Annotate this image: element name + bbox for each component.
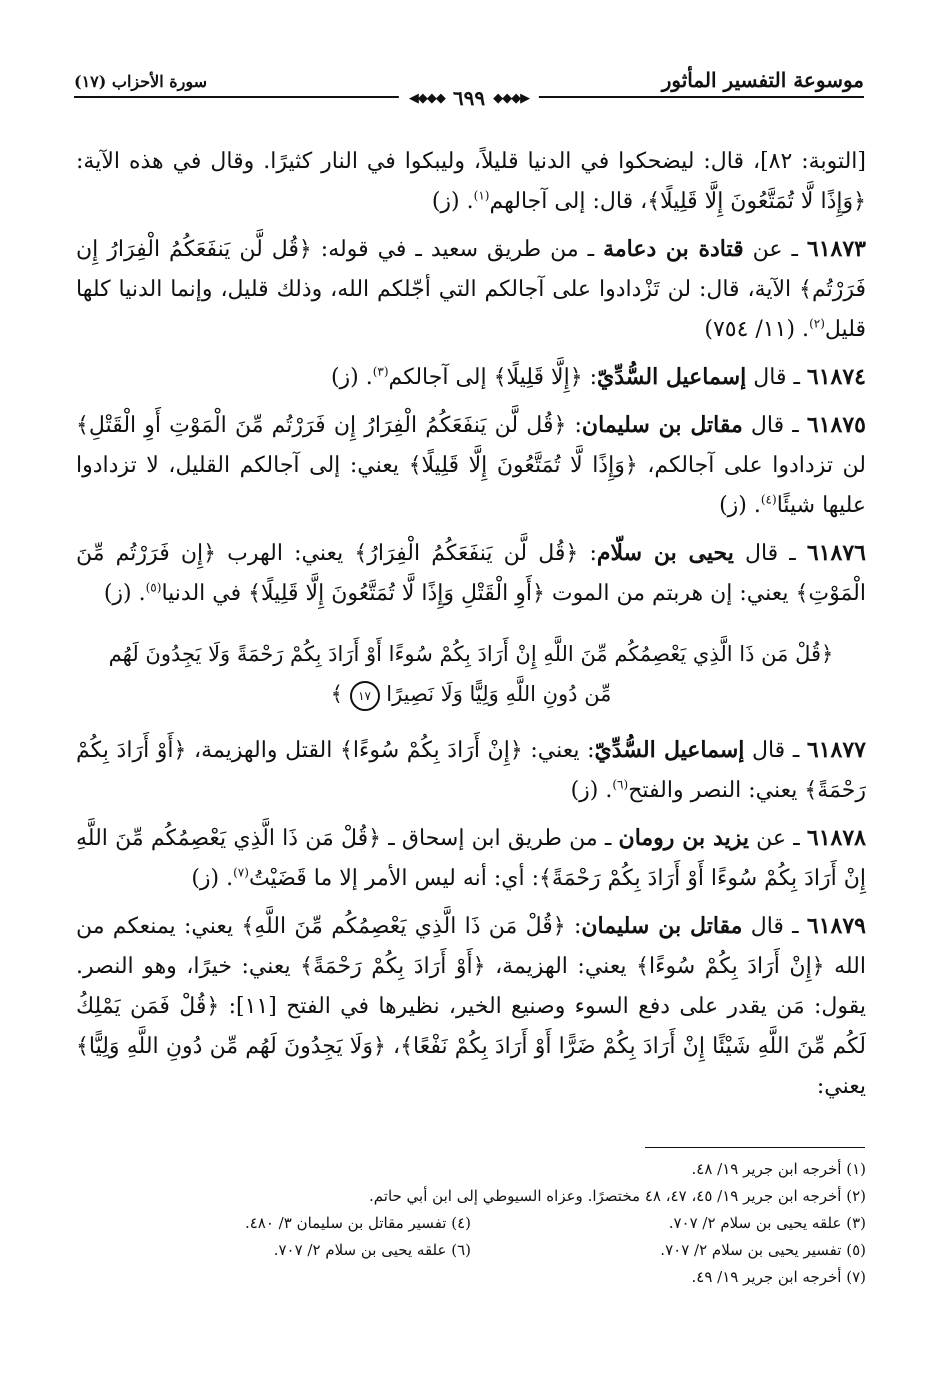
footnote-2: (٢) أخرجه ابن جرير ١٩/ ٤٥، ٤٧، ٤٨ مختصرًا. وعزاه السيوطي إلى ابن أبي حاتم.	[369, 1187, 866, 1205]
book-title: موسوعة التفسير المأثور	[661, 68, 864, 92]
bold-text: إسماعيل السُّدِّيّ	[597, 364, 747, 390]
text-run: : ﴿قُلْ مَن ذَا الَّذِي يَعْصِمُكُم مِّنَ اللَّهِ﴾ يعني: يمنعكم من الله ﴿إِنْ أَرَادَ بِكُمْ سُوءًا﴾ يعني: الهزيمة، ﴿أَوْ أَرَادَ بِكُمْ رَحْمَةً﴾ يعني: خيرًا، وهو النصر. يقول: مَن يقدر على دفع السوء وصنيع الخير، نظيرها في الفتح [١١]: ﴿قُلْ فَمَن يَمْلِكُ لَكُم مِّنَ اللَّهِ شَيْئًا إِنْ أَرَادَ بِكُمْ ضَرًّا أَوْ أَرَادَ بِكُمْ نَفْعًا﴾، ﴿وَلَا يَجِدُونَ لَهُم مِّن دُونِ اللَّهِ وَلِيًّا﴾ يعني:	[76, 914, 866, 1099]
text-run: . (ز)	[431, 189, 474, 214]
text-run: : ﴿إِلَّا قَلِيلًا﴾ إلى آجالكم	[388, 365, 597, 390]
bold-text: ٦١٨٧٨	[806, 825, 866, 851]
bold-text: ٦١٨٧٦	[806, 540, 866, 566]
footnote-row	[76, 1210, 866, 1237]
verse-close-bracket: ﴾	[330, 682, 343, 706]
footnote-7: (٧) أخرجه ابن جرير ١٩/ ٤٩.	[691, 1268, 866, 1286]
page-header	[74, 66, 864, 108]
footnote-ref: (٤)	[760, 492, 777, 507]
bold-text: ٦١٨٧٣	[806, 236, 866, 262]
narrations-after-verse	[76, 730, 866, 1107]
page-number-block	[399, 86, 539, 110]
main-text	[76, 142, 866, 1114]
text-run: ـ عن	[743, 237, 807, 262]
text-run: : ﴿قُل لَّن يَنفَعَكُمُ الْفِرَارُ إِن فَرَرْتُم مِّنَ الْمَوْتِ أَوِ الْقَتْلِ﴾ لن تزدادوا على آجالكم، ﴿وَإِذًا لَّا تُمَتَّعُونَ إِلَّا قَلِيلًا﴾ يعني: إلى آجالكم القليل، لا تزدادوا عليها شيئًا	[76, 413, 866, 518]
narration-paragraph	[76, 906, 866, 1107]
text-run: : يعني: ﴿إِنْ أَرَادَ بِكُمْ سُوءًا﴾ القتل والهزيمة، ﴿أَوْ أَرَادَ بِكُمْ رَحْمَةً﴾ يعني: النصر والفتح	[76, 738, 866, 803]
footnote-ref: (٣)	[372, 364, 389, 379]
text-run: . (ز)	[570, 778, 613, 803]
footnote-ref: (١)	[473, 188, 490, 203]
narration-paragraph	[76, 229, 866, 350]
bold-text: ٦١٨٧٤	[806, 364, 866, 390]
footnote-3: (٣) علقه يحيى بن سلام ٢/ ٧٠٧.	[668, 1214, 866, 1232]
quran-verse	[106, 634, 836, 714]
narration-paragraph	[76, 730, 866, 811]
narration-paragraph	[76, 142, 866, 222]
footnote-6: (٦) علقه يحيى بن سلام ٢/ ٧٠٧.	[273, 1241, 471, 1259]
footnote-1: (١) أخرجه ابن جرير ١٩/ ٤٨.	[691, 1160, 866, 1178]
ornament-right-icon: ◆◆◆▶	[493, 90, 530, 106]
bold-text: يحيى بن سلّام	[596, 540, 734, 566]
narration-paragraph	[76, 405, 866, 526]
verse-text: ﴿قُلْ مَن ذَا الَّذِي يَعْصِمُكُم مِّنَ اللَّهِ إِنْ أَرَادَ بِكُمْ سُوءًا أَوْ أَرَادَ بِكُمْ رَحْمَةً وَلَا يَجِدُونَ لَهُم مِّن دُونِ اللَّهِ وَلِيًّا وَلَا نَصِيرًا	[108, 642, 834, 706]
footnote-ref: (٢)	[809, 316, 825, 331]
bold-text: ٦١٨٧٧	[806, 737, 866, 763]
text-run: ـ عن	[748, 826, 807, 851]
text-run: ـ قال	[742, 914, 807, 939]
text-run: ـ من طريق سعيد ـ في قوله: ﴿قُل لَّن يَنفَعَكُمُ الْفِرَارُ إِن فَرَرْتُم﴾ الآية، قال: لن تَزْدادوا على آجالكم التي أجّلكم الله، وذلك قليل، وإنما الدنيا كلها قليل	[76, 237, 866, 342]
bold-text: ٦١٨٧٩	[806, 913, 866, 939]
text-run: . (ز)	[719, 493, 761, 518]
text-run: . (١١/ ٧٥٤)	[704, 317, 810, 342]
footnote-4: (٤) تفسير مقاتل بن سليمان ٣/ ٤٨٠.	[244, 1214, 471, 1232]
ayah-number-marker: ١٧	[350, 681, 380, 711]
bold-text: إسماعيل السُّدِّيّ	[594, 737, 745, 763]
surah-title: سورة الأحزاب (١٧)	[74, 72, 208, 91]
text-run: ـ قال	[744, 738, 807, 763]
footnote-5: (٥) تفسير يحيى بن سلام ٢/ ٧٠٧.	[660, 1241, 866, 1259]
narration-paragraph	[76, 357, 866, 398]
text-run: : ﴿قُل لَّن يَنفَعَكُمُ الْفِرَارُ﴾ يعني: الهرب ﴿إِن فَرَرْتُم مِّنَ الْمَوْتِ﴾ يعني: إن هربتم من الموت ﴿أَوِ الْقَتْلِ وَإِذًا لَّا تُمَتَّعُونَ إِلَّا قَلِيلًا﴾ في الدنيا	[76, 541, 866, 606]
footnote-ref: (٧)	[233, 865, 249, 880]
bold-text: يزيد بن رومان	[618, 825, 749, 851]
footnote-separator	[645, 1147, 865, 1148]
text-run: ـ قال	[733, 541, 807, 566]
bold-text: مقاتل بن سليمان	[581, 412, 743, 438]
text-run: [التوبة: ٨٢]، قال: ليضحكوا في الدنيا قليلاً، وليبكوا في النار كثيرًا. وقال في هذه الآية: ﴿وَإِذًا لَّا تُمَتَّعُونَ إِلَّا قَلِيلًا﴾، قال: إلى آجالهم	[76, 149, 866, 214]
footnotes	[76, 1156, 866, 1291]
footnote-ref: (٥)	[145, 580, 162, 595]
text-run: . (ز)	[330, 365, 373, 390]
footnote-ref: (٦)	[612, 777, 629, 792]
text-run: ـ من طريق ابن إسحاق ـ ﴿قُلْ مَن ذَا الَّذِي يَعْصِمُكُم مِّنَ اللَّهِ إِنْ أَرَادَ بِكُمْ سُوءًا أَوْ أَرَادَ بِكُمْ رَحْمَةً﴾: أي: أنه ليس الأمر إلا ما قَضَيْتُ	[76, 826, 866, 891]
text-run: . (ز)	[191, 866, 234, 891]
narrations-before-verse	[76, 142, 866, 614]
bold-text: ٦١٨٧٥	[806, 412, 866, 438]
narration-paragraph	[76, 533, 866, 614]
footnote-row	[76, 1237, 866, 1264]
bold-text: قتادة بن دعامة	[603, 236, 744, 262]
text-run: . (ز)	[103, 581, 146, 606]
bold-text: مقاتل بن سليمان	[581, 913, 743, 939]
text-run: ـ قال	[746, 365, 807, 390]
ornament-left-icon: ◀◆◆◆	[408, 90, 445, 106]
text-run: ـ قال	[742, 413, 807, 438]
page-number: ٦٩٩	[452, 86, 486, 110]
narration-paragraph	[76, 818, 866, 899]
